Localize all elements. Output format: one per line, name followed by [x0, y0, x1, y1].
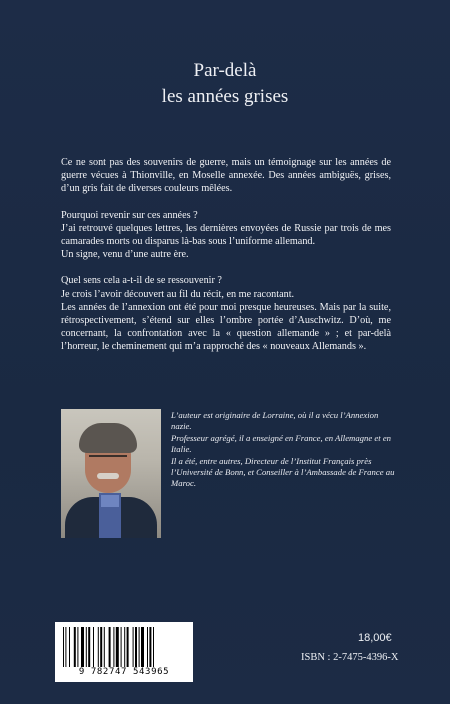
- bio-line: Professeur agrégé, il a enseigné en France, en Allemagne et en Italie.: [171, 432, 392, 455]
- price: 18,00€: [358, 632, 392, 644]
- title-line-1: Par-delà: [193, 60, 257, 81]
- blurb-paragraph: J’ai retrouvé quelques lettres, les dernières envoyées de Russie par trois de mes camarades morts ou disparus là-bas sous l’uniforme allemand.: [61, 222, 391, 248]
- blurb-text: [61, 156, 391, 354]
- bio-line: Il a été, entre autres, Directeur de l’Institut Français près l’Université de Bonn, et Conseiller à l’Ambassade de France au Maroc.: [171, 455, 395, 489]
- barcode-bars: [63, 627, 185, 667]
- blurb-paragraph: Quel sens cela a-t-il de se ressouvenir ?: [61, 275, 222, 287]
- isbn: ISBN : 2-7475-4396-X: [301, 652, 399, 663]
- barcode-digits: 9 782747 543965: [78, 667, 170, 677]
- blurb-paragraph: Un signe, venu d’une autre ère.: [61, 249, 189, 261]
- blurb-paragraph: Les années de l’annexion ont été pour moi presque heureuses. Mais par la suite, rétrospectivement, s’étend sur elles l’ombre portée d’Auschwitz. D’où, me concernant, la confrontation avec la « question allemande » ; et par-delà l’horreur, le cheminement qui m’a rapproché des « nouveaux Allemands ».: [61, 301, 391, 353]
- blurb-paragraph: Ce ne sont pas des souvenirs de guerre, mais un témoignage sur les années de guerre vécues à Thionville, en Moselle annexée. Des années ambiguës, grises, d’un gris fait de diverses couleurs mêlées.: [61, 157, 391, 195]
- barcode: [55, 622, 193, 682]
- author-photo: [61, 409, 161, 538]
- blurb-paragraph: Pourquoi revenir sur ces années ?: [61, 209, 198, 221]
- bio-line: L’auteur est originaire de Lorraine, où il a vécu l’Annexion nazie.: [171, 410, 379, 432]
- blurb-paragraph: Je crois l’avoir découvert au fil du récit, en me racontant.: [61, 288, 295, 300]
- author-bio: [171, 410, 396, 490]
- title-line-2: les années grises: [161, 86, 289, 107]
